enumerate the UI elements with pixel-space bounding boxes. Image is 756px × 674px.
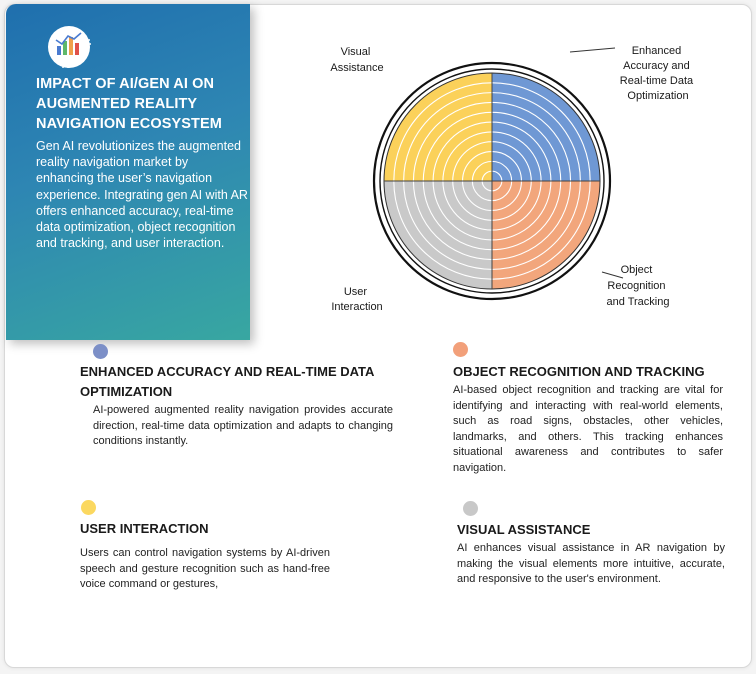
hero-panel (6, 4, 250, 340)
section-dot-visual-assistance (463, 501, 478, 516)
label-user-interaction: User Interaction (331, 286, 383, 313)
section-body-visual-assistance: AI enhances visual assistance in AR navigation by making the visual elements more intuitive, accurate, and responsive to the user's environment. (457, 542, 725, 585)
section-dot-accuracy (93, 344, 108, 359)
section-body-object-recognition: AI-based object recognition and tracking are vital for identifying and interacting with real-world elements, such as road signs, obstacles, other vehicles, landmarks, and others. This tracking enhances situational awareness and contributes to safer navigation. (453, 384, 723, 474)
section-title-user-interaction: USER INTERACTION (80, 521, 209, 536)
ai-analytics-icon (46, 24, 92, 70)
hero-description: Gen AI revolutionizes the augmented reality navigation market by enhancing the user’s navigation experience. Integrating gen AI with AR offers enhanced accuracy, real-time data optimization, object recognition and tracking, and user interaction. (36, 139, 248, 251)
label-visual-assistance: Visual Assistance (330, 46, 384, 74)
section-title-object-recognition: OBJECT RECOGNITION AND TRACKING (453, 364, 705, 379)
label-enhanced-accuracy: Enhanced Accuracy and Real-time Data Optimization (619, 45, 694, 102)
slice-enhanced-accuracy-and-real-time-data-optimization (492, 73, 600, 181)
section-body-user-interaction: Users can control navigation systems by AI-driven speech and gesture recognition such as hand-free voice command or gestures, (80, 547, 330, 590)
chart-rings (374, 63, 610, 299)
leader-line-top-right (570, 48, 615, 52)
slice-visual-assistance (384, 73, 492, 181)
hero-title: IMPACT OF AI/GEN AI ON AUGMENTED REALITY NAVIGATION ECOSYSTEM (36, 76, 222, 132)
section-body-accuracy: AI-powered augmented reality navigation provides accurate direction, real-time data optimization and adapts to changing conditions instantly. (93, 404, 393, 447)
section-title-visual-assistance: VISUAL ASSISTANCE (457, 522, 591, 537)
section-title-accuracy: ENHANCED ACCURACY AND REAL-TIME DATA OPTIMIZATION (80, 364, 374, 399)
section-dot-user-interaction (81, 500, 96, 515)
segment-chart (250, 10, 750, 330)
slice-object-recognition-and-tracking (492, 181, 600, 289)
label-object-recognition: Object Recognition and Tracking (606, 264, 670, 308)
slice-user-interaction (384, 181, 492, 289)
section-dot-object-recognition (453, 342, 468, 357)
